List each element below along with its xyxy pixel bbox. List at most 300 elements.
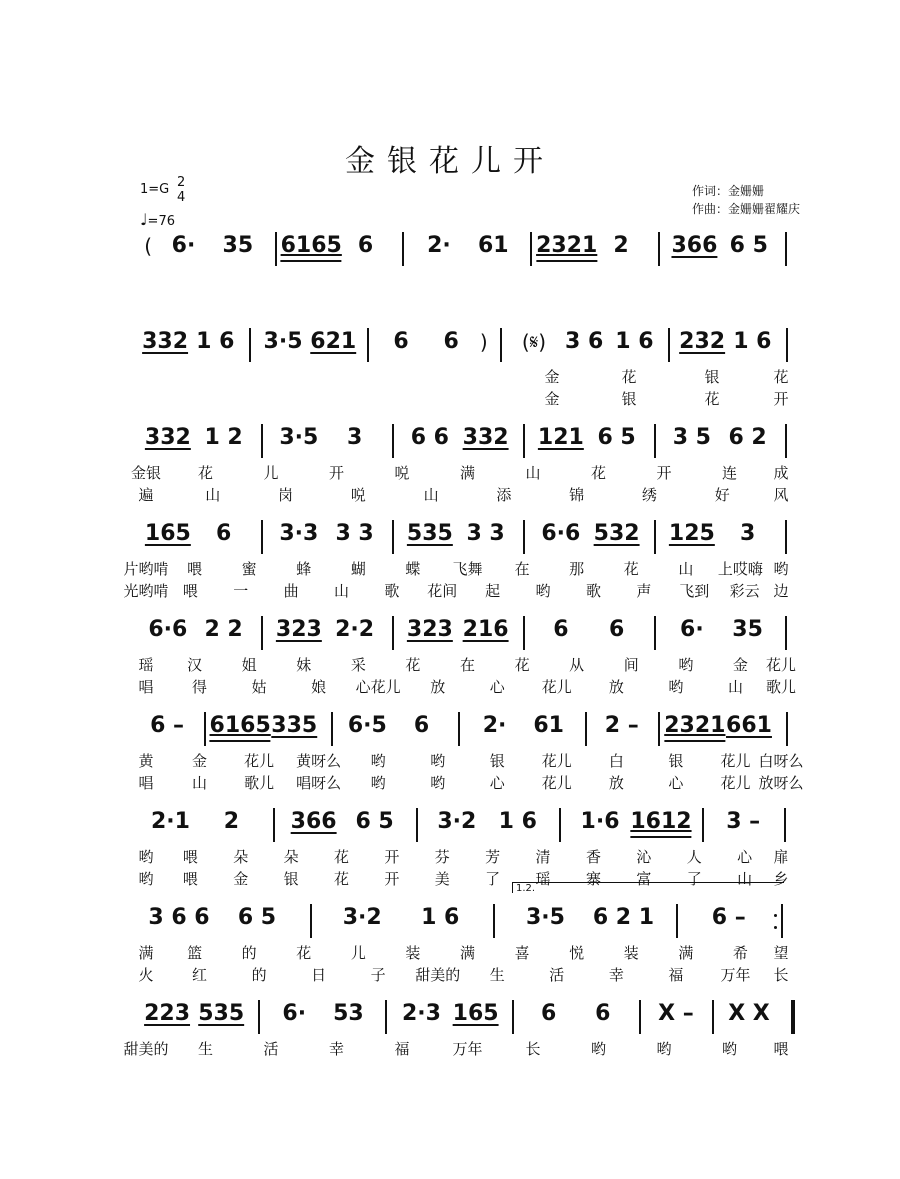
key-signature: 1=G (140, 182, 170, 197)
lyric-syllable: 生 (197, 1040, 214, 1058)
lyric-syllable: 花儿 (541, 774, 572, 792)
note-group (281, 232, 342, 262)
note-group: 2 – (604, 713, 639, 738)
repeat-dot (774, 926, 777, 929)
lyric-syllable: 山 (423, 486, 439, 504)
note-group: 6 (413, 713, 430, 738)
lyric-syllable: 上哎嗨 (717, 560, 763, 578)
lyric-syllable: 花儿 (765, 656, 797, 674)
note-group: 125 (668, 521, 715, 546)
lyric-syllable: 沁 (636, 848, 652, 866)
lyric-syllable: 喂 (182, 582, 198, 600)
volta-bracket: 1.2. (512, 882, 784, 893)
barline (784, 808, 786, 842)
barline (500, 328, 502, 362)
lyric-syllable: 瑶 (535, 870, 551, 888)
lyric-syllable: 山 (727, 678, 743, 696)
lyric-syllable: 花 (197, 464, 214, 482)
note-group: 323 (406, 617, 453, 642)
lyric-syllable: 唱呀么 (296, 774, 342, 792)
barline (416, 808, 418, 842)
note-group: 232 (679, 329, 726, 354)
barline (523, 520, 525, 554)
quarter-note-icon: ♩ (140, 210, 148, 229)
lyric-syllable: 活 (263, 1040, 279, 1058)
lyric-syllable: 子 (370, 966, 386, 984)
note-group: 6 5 (729, 233, 768, 258)
note-group: 2 (613, 233, 629, 258)
lyric-syllable: 甜美的 (123, 1040, 169, 1058)
note-text: 6165 (209, 713, 271, 738)
lyric-syllable: 开 (773, 390, 789, 408)
lyric-syllable: 儿 (350, 944, 366, 962)
note-group: 6 (595, 1001, 611, 1026)
lyric-syllable: 花间 (427, 582, 458, 600)
music-system (0, 616, 900, 712)
time-signature-numerator: 2 (177, 175, 186, 190)
note-group: 35 (732, 617, 763, 642)
note-group: 61 (533, 713, 564, 738)
lyric-syllable: 飞到 (679, 582, 710, 600)
time-signature (177, 175, 185, 205)
note-group: X X (728, 1001, 770, 1026)
note-group: X – (658, 1001, 694, 1026)
lyric-syllable: 篮 (187, 944, 203, 962)
lyric-syllable: 心 (668, 774, 684, 792)
notation-row (0, 616, 900, 648)
note-group: 1 6 (615, 329, 654, 354)
lyric-syllable: 金 (732, 656, 748, 674)
lyric-syllable: 银 (668, 752, 684, 770)
page-title: 金银花儿开 (345, 144, 555, 179)
lyric-syllable: 歌儿 (244, 774, 275, 792)
note-text: 1612 (630, 809, 692, 834)
lyric-syllable: 飞舞 (452, 560, 483, 578)
lyric-row (0, 942, 900, 964)
barline (249, 328, 251, 362)
lyric-syllable: 放呀么 (758, 774, 804, 792)
lyric-syllable: 哟 (668, 678, 684, 696)
barline (654, 424, 656, 458)
lyric-syllable: 添 (496, 486, 512, 504)
lyric-syllable: 装 (623, 944, 639, 962)
note-group: 6·5 (347, 713, 387, 738)
lyric-syllable: 火 (138, 966, 154, 984)
note-group: 3·5 (279, 425, 319, 450)
note-group: 2· (427, 233, 451, 258)
note-group: 53 (333, 1001, 364, 1026)
barline (331, 712, 333, 746)
lyric-syllable: 彩云 (729, 582, 760, 600)
note-group: 3 3 (335, 521, 374, 546)
barline (559, 808, 561, 842)
lyric-syllable: 红 (192, 966, 208, 984)
lyric-syllable: 金银 (130, 464, 162, 482)
lyric-syllable: 满 (459, 464, 476, 482)
barline (385, 1000, 387, 1034)
lyric-row (0, 484, 900, 506)
lyric-syllable: 朵 (233, 848, 249, 866)
barline (639, 1000, 641, 1034)
note-group: 6 6 (410, 425, 449, 450)
notation-row (0, 712, 900, 744)
note-group: 3 (346, 425, 363, 450)
lyric-syllable: 绣 (641, 486, 657, 504)
lyric-row (0, 654, 900, 676)
lyric-syllable: 日 (311, 966, 327, 984)
note-group: 3 5 (672, 425, 711, 450)
note-group: 2· (482, 713, 507, 738)
tempo-marking (140, 210, 175, 229)
note-group: 6 (608, 617, 625, 642)
note-group: 2·2 (335, 617, 375, 642)
lyric-row (0, 1038, 900, 1060)
lyric-syllable: 花 (334, 848, 350, 866)
lyric-syllable: 花 (296, 944, 312, 962)
notation-row (0, 1000, 900, 1032)
lyric-syllable: 蝴 (350, 560, 366, 578)
lyric-syllable: 心 (489, 774, 505, 792)
barline (458, 712, 460, 746)
lyric-syllable: 唱 (138, 774, 154, 792)
composer: 作曲：金姗姗翟耀庆 (692, 202, 801, 216)
lyric-syllable: 声 (636, 582, 652, 600)
music-system (0, 1000, 900, 1096)
lyric-syllable: 金 (192, 752, 208, 770)
notation-row (0, 328, 900, 360)
lyric-syllable: 人 (686, 848, 702, 866)
note-group: 3 6 (565, 329, 604, 354)
note-group: 2 2 (204, 617, 243, 642)
lyric-row (0, 580, 900, 602)
lyric-syllable: 唱 (138, 678, 154, 696)
note-group: 6· (680, 617, 704, 642)
lyric-syllable: 姑 (251, 678, 267, 696)
lyric-row (0, 964, 900, 986)
lyric-syllable: 采 (350, 656, 366, 674)
note-group: 121 (537, 425, 584, 450)
lyric-syllable: 山 (334, 582, 350, 600)
barline (786, 328, 788, 362)
lyric-syllable: 妹 (296, 656, 312, 674)
lyric-syllable: 遍 (138, 486, 154, 504)
barline (676, 904, 678, 938)
lyric-syllable: 哟 (430, 774, 446, 792)
note-group: 6· (282, 1001, 307, 1026)
lyric-syllable: 山 (525, 464, 541, 482)
lyric-syllable: 开 (384, 870, 400, 888)
lyric-syllable: 幸 (608, 966, 624, 984)
lyric-syllable: 开 (384, 848, 400, 866)
lyric-syllable: 花儿 (244, 752, 275, 770)
note-group: 223 (144, 1001, 191, 1026)
lyric-syllable: 了 (686, 870, 702, 888)
lyric-syllable: 福 (394, 1040, 410, 1058)
lyric-syllable: 连 (721, 464, 738, 482)
note-group: 6·6 (148, 617, 188, 642)
note-group: 323 (275, 617, 322, 642)
lyric-syllable: 风 (773, 486, 789, 504)
barline (273, 808, 275, 842)
barline (654, 520, 656, 554)
note-group: 6 (443, 329, 459, 354)
barline (523, 616, 525, 650)
lyric-syllable: 喂 (773, 1040, 789, 1058)
lyric-syllable: 花儿 (541, 752, 572, 770)
lyric-syllable: 山 (192, 774, 208, 792)
barline (785, 520, 787, 554)
note-group: 535 (198, 1001, 245, 1026)
lyric-row (0, 558, 900, 580)
note-group: 6 5 (237, 905, 277, 930)
note-group: 3 – (726, 809, 761, 834)
lyric-syllable: 金 (544, 368, 560, 386)
lyric-syllable: 山 (205, 486, 221, 504)
barline (367, 328, 369, 362)
note-group: 6 (393, 329, 409, 354)
repeat-end-barline (781, 904, 783, 938)
lyric-syllable: 山 (678, 560, 694, 578)
barline (785, 616, 787, 650)
notation-row (0, 808, 900, 840)
barline (261, 424, 263, 458)
lyric-syllable: 花儿 (720, 752, 751, 770)
note-group: 332 (142, 329, 189, 354)
lyric-syllable: 生 (489, 966, 505, 984)
lyric-syllable: 那 (569, 560, 585, 578)
barline (585, 712, 587, 746)
lyric-syllable: 万年 (720, 966, 751, 984)
note-group: 6 (215, 521, 232, 546)
note-group: 165 (144, 521, 191, 546)
lyric-row (0, 846, 900, 868)
lyric-syllable: 间 (623, 656, 639, 674)
note-group: 2·3 (401, 1001, 441, 1026)
lyric-syllable: 黄呀么 (296, 752, 342, 770)
note-group: ) (479, 330, 488, 354)
barline (392, 616, 394, 650)
note-group: 6 – (150, 713, 185, 738)
notation-row (0, 424, 900, 456)
lyric-row (0, 366, 900, 388)
barline (654, 616, 656, 650)
barline (702, 808, 704, 842)
lyric-syllable: 哟 (430, 752, 446, 770)
lyric-syllable: 曲 (283, 582, 299, 600)
lyric-syllable: 满 (678, 944, 694, 962)
lyric-syllable: 放 (608, 678, 624, 696)
lyric-syllable: 儿 (263, 464, 279, 482)
note-group: 332 (144, 425, 191, 450)
note-group: 3·5 (263, 329, 303, 354)
lyric-syllable: 白呀么 (758, 752, 804, 770)
lyric-syllable: 花 (704, 390, 720, 408)
lyric-syllable: 芳 (485, 848, 501, 866)
lyric-syllable: 花 (514, 656, 530, 674)
barline (392, 520, 394, 554)
lyric-syllable: 一 (233, 582, 249, 600)
lyric-syllable: 山 (737, 870, 753, 888)
lyric-syllable: 开 (328, 464, 345, 482)
lyric-syllable: 花 (334, 870, 350, 888)
note-group: 6·6 (541, 521, 581, 546)
lyric-syllable: 了 (485, 870, 501, 888)
lyric-syllable: 芬 (434, 848, 450, 866)
lyric-syllable: 哾 (394, 464, 410, 482)
lyric-syllable: 哟 (590, 1040, 607, 1058)
lyric-syllable: 富 (636, 870, 652, 888)
lyric-syllable: 幸 (328, 1040, 345, 1058)
notation-row (0, 232, 900, 264)
note-group: ( (144, 234, 153, 258)
note-group: 3·2 (437, 809, 477, 834)
barline (392, 424, 394, 458)
lyric-syllable: 清 (535, 848, 551, 866)
lyric-syllable: 银 (489, 752, 505, 770)
lyric-syllable: 岗 (278, 486, 294, 504)
lyric-syllable: 活 (549, 966, 565, 984)
note-group: 1 6 (196, 329, 235, 354)
tempo-value: =76 (147, 214, 175, 229)
note-text: 2321 (664, 713, 726, 738)
note-group (630, 808, 691, 838)
note-group: 165 (452, 1001, 499, 1026)
note-group: 6 (541, 1001, 557, 1026)
time-signature-denominator: 4 (177, 190, 186, 205)
lyric-syllable: 寨 (585, 870, 601, 888)
barline (785, 232, 787, 266)
repeat-dot (774, 914, 777, 917)
barline (258, 1000, 260, 1034)
note-group: 366 (671, 233, 718, 258)
note-group: 535 (406, 521, 453, 546)
lyric-syllable: 花 (590, 464, 607, 482)
lyric-syllable: 好 (714, 486, 730, 504)
lyric-row (0, 462, 900, 484)
lyric-row (0, 676, 900, 698)
lyric-syllable: 在 (459, 656, 476, 674)
barline (261, 616, 263, 650)
lyric-syllable: 心 (737, 848, 753, 866)
notation-row (0, 520, 900, 552)
barline (658, 232, 660, 266)
lyric-syllable: 喂 (187, 560, 203, 578)
lyric-row (0, 750, 900, 772)
lyric-syllable: 花 (405, 656, 421, 674)
lyric-syllable: 哟 (773, 560, 789, 578)
lyric-syllable: 歌 (384, 582, 400, 600)
note-group: 2 (223, 809, 240, 834)
lyric-syllable: 花 (621, 368, 637, 386)
barline (658, 712, 660, 746)
note-group: 3·5 (525, 905, 565, 930)
lyric-syllable: 从 (569, 656, 585, 674)
barline (493, 904, 495, 938)
note-group: 6 (553, 617, 569, 642)
lyric-syllable: 心花儿 (355, 678, 401, 696)
final-barline (791, 1000, 795, 1034)
note-group: 3 3 (466, 521, 505, 546)
notation-row (0, 904, 900, 936)
lyric-syllable: 装 (405, 944, 421, 962)
lyric-syllable: 的 (251, 966, 267, 984)
note-group: 3·3 (279, 521, 319, 546)
barline (523, 424, 525, 458)
lyric-syllable: 锦 (569, 486, 585, 504)
lyric-syllable: 花儿 (541, 678, 572, 696)
lyric-syllable: 银 (704, 368, 720, 386)
note-group: 1 6 (733, 329, 772, 354)
lyric-syllable: 银 (621, 390, 637, 408)
lyric-syllable: 长 (525, 1040, 541, 1058)
note-group: 332 (462, 425, 509, 450)
lyric-syllable: 边 (773, 582, 789, 600)
note-group (210, 712, 271, 742)
barline (310, 904, 312, 938)
lyric-syllable: 哟 (370, 752, 386, 770)
note-group: 61 (478, 233, 509, 258)
lyric-syllable: 望 (773, 944, 789, 962)
note-group: 6 (357, 233, 374, 258)
lyric-syllable: 白 (608, 752, 624, 770)
note-group: 1 6 (498, 809, 537, 834)
note-group: 661 (726, 713, 772, 738)
lyric-syllable: 美 (434, 870, 450, 888)
note-group: 3 (739, 521, 756, 546)
lyric-syllable: 朵 (283, 848, 299, 866)
lyric-syllable: 哟 (138, 870, 154, 888)
lyric-syllable: 喜 (514, 944, 530, 962)
music-system (0, 328, 900, 424)
lyric-syllable: 花 (773, 368, 789, 386)
lyric-syllable: 希 (732, 944, 748, 962)
credits (692, 182, 800, 218)
note-group: 1 6 (421, 905, 460, 930)
music-system (0, 232, 900, 328)
barline (785, 424, 787, 458)
lyric-syllable: 福 (668, 966, 684, 984)
barline (275, 232, 277, 266)
lyric-row (0, 772, 900, 794)
lyricist: 作词：金姗姗 (692, 184, 765, 198)
lyric-syllable: 蜜 (241, 560, 257, 578)
lyric-syllable: 万年 (452, 1040, 483, 1058)
lyric-syllable: 在 (514, 560, 530, 578)
lyric-syllable: 姐 (241, 656, 257, 674)
lyric-syllable: 哟 (138, 848, 154, 866)
lyric-syllable: 片哟啃 (123, 560, 169, 578)
lyric-syllable: 花儿 (720, 774, 751, 792)
note-group: 6 2 1 (592, 905, 655, 930)
note-group (536, 232, 597, 262)
lyric-syllable: 满 (138, 944, 154, 962)
lyric-syllable: 汉 (187, 656, 203, 674)
note-group: 1 2 (204, 425, 243, 450)
lyric-syllable: 放 (430, 678, 446, 696)
lyric-syllable: 哟 (370, 774, 386, 792)
lyric-syllable: 香 (585, 848, 601, 866)
barline (530, 232, 532, 266)
note-group: (𝄋) (521, 330, 547, 354)
lyric-syllable: 蜂 (296, 560, 312, 578)
lyric-syllable: 开 (656, 464, 672, 482)
lyric-syllable: 悦 (569, 944, 585, 962)
lyric-syllable: 哟 (721, 1040, 738, 1058)
lyric-syllable: 心 (489, 678, 505, 696)
barline (668, 328, 670, 362)
note-group: 6 – (711, 905, 746, 930)
lyric-syllable: 哟 (678, 656, 694, 674)
